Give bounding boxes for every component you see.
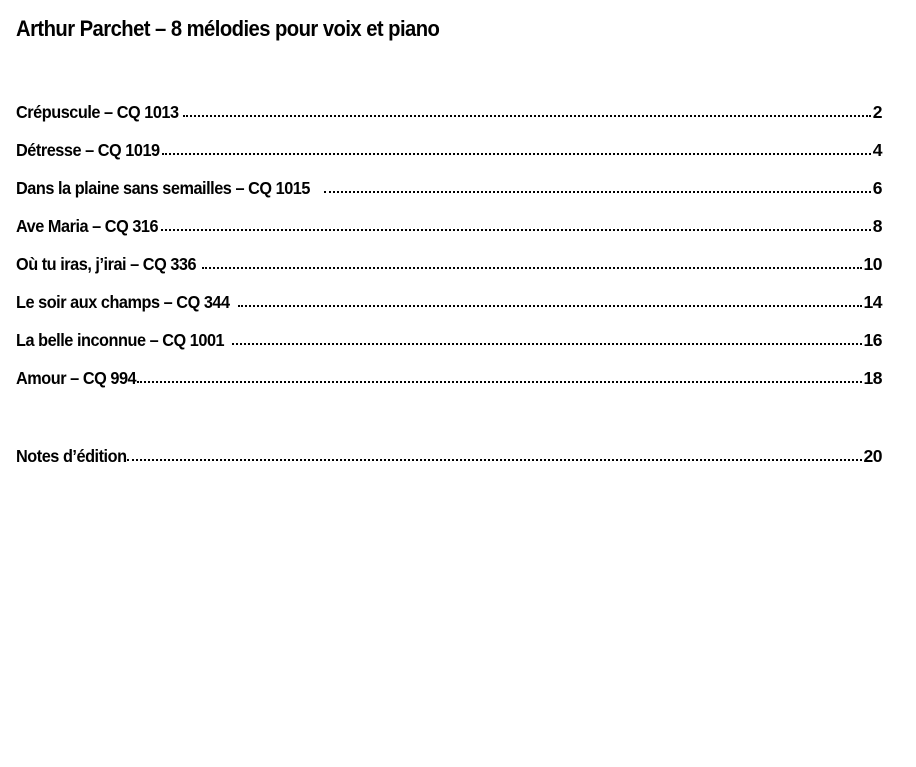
toc-entry bbox=[16, 366, 882, 404]
toc-entry-page: 20 bbox=[863, 445, 882, 466]
toc-entry-page: 2 bbox=[872, 101, 882, 122]
dot-leader bbox=[202, 254, 862, 272]
toc-entry bbox=[16, 252, 882, 290]
dot-leader bbox=[183, 102, 871, 120]
toc-entry-title: Détresse – CQ 1019 bbox=[16, 139, 160, 160]
toc-entry bbox=[16, 176, 882, 214]
toc-entry-page: 18 bbox=[863, 367, 882, 388]
toc-entry-title: Dans la plaine sans semailles – CQ 1015 bbox=[16, 177, 310, 198]
dot-leader bbox=[232, 330, 862, 348]
toc-entry-notes bbox=[16, 444, 882, 482]
toc-entry-page: 14 bbox=[863, 291, 882, 312]
dot-leader bbox=[161, 216, 871, 234]
toc-entry bbox=[16, 138, 882, 176]
toc-entry bbox=[16, 328, 882, 366]
toc-entry-page: 10 bbox=[863, 253, 882, 274]
toc-entry-title: Le soir aux champs – CQ 344 bbox=[16, 291, 230, 312]
toc-entry-title: Amour – CQ 994 bbox=[16, 367, 137, 388]
dot-leader bbox=[127, 446, 862, 464]
toc-entry bbox=[16, 100, 882, 138]
document-title: Arthur Parchet – 8 mélodies pour voix et piano bbox=[16, 16, 440, 41]
toc-entry bbox=[16, 214, 882, 252]
toc-notes-section bbox=[16, 444, 882, 482]
toc-entry-page: 4 bbox=[872, 139, 882, 160]
toc-entry-page: 16 bbox=[863, 329, 882, 350]
toc-entry-page: 8 bbox=[872, 215, 882, 236]
dot-leader bbox=[137, 368, 861, 386]
dot-leader bbox=[238, 292, 862, 310]
toc-entry-title: La belle inconnue – CQ 1001 bbox=[16, 329, 225, 350]
toc-entry-title: Notes d’édition bbox=[16, 445, 127, 466]
toc-entry-page: 6 bbox=[872, 177, 882, 198]
table-of-contents bbox=[16, 100, 882, 404]
toc-entry-title: Où tu iras, j’irai – CQ 336 bbox=[16, 253, 197, 274]
dot-leader bbox=[324, 178, 871, 196]
toc-entry bbox=[16, 290, 882, 328]
dot-leader bbox=[162, 140, 870, 158]
toc-entry-title: Crépuscule – CQ 1013 bbox=[16, 101, 179, 122]
toc-entry-title: Ave Maria – CQ 316 bbox=[16, 215, 159, 236]
